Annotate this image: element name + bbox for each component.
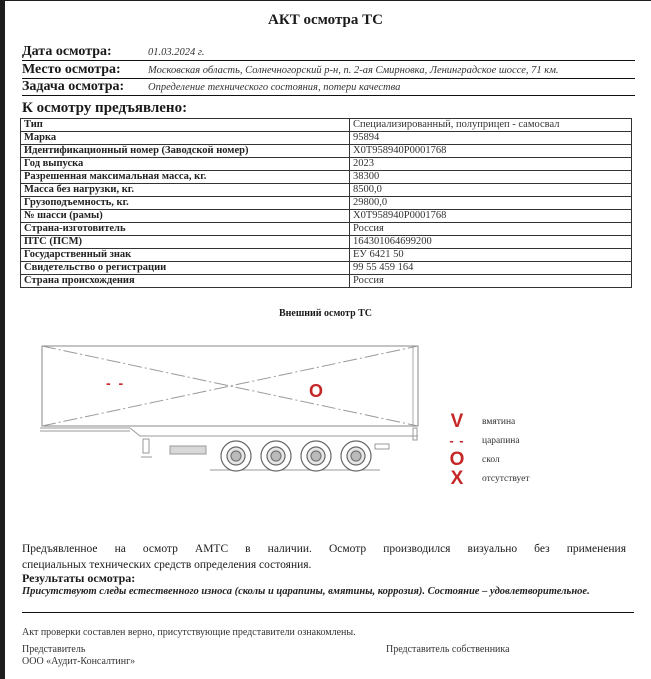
row-key: Год выпуска (21, 158, 350, 171)
representative-title: Представитель (22, 644, 86, 655)
wheel-icon (261, 441, 291, 471)
presented-heading: К осмотру предъявлено: (22, 100, 188, 116)
trailer-diagram (40, 340, 440, 480)
table-row (21, 249, 632, 262)
scratch-mark-icon: - - (106, 375, 126, 391)
meta-value: Определение технического состояния, потери качества (148, 82, 401, 93)
row-key: Страна-изготовитель (21, 223, 350, 236)
meta-label: Дата осмотра: (22, 44, 112, 59)
paragraph-line: специальных технических средств определения состояния. (22, 559, 312, 571)
paragraph-line: Предъявленное на осмотр АМТС в наличии. Осмотр производился визуально без применения (22, 543, 626, 555)
chip-mark-icon: O (309, 381, 324, 401)
document-title: АКТ осмотра ТС (268, 12, 383, 28)
meta-value: 01.03.2024 г. (148, 47, 205, 58)
table-row (21, 223, 632, 236)
wheel-icon (341, 441, 371, 471)
legend-label: скол (482, 454, 500, 465)
row-key: ПТС (ПСМ) (21, 236, 350, 249)
row-value: Специализированный, полуприцеп - самосвал (350, 119, 632, 132)
representative-org: ООО «Аудит-Консалтинг» (22, 656, 136, 667)
damage-legend (446, 412, 530, 488)
table-row (21, 275, 632, 288)
row-key: Тип (21, 119, 350, 132)
row-key: Грузоподъемность, кг. (21, 197, 350, 210)
row-value: 95894 (350, 132, 632, 145)
row-value: 164301064699200 (350, 236, 632, 249)
row-value: Россия (350, 223, 632, 236)
results-text: Присутствуют следы естественного износа (сколы и царапины, вмятины, коррозия). Состояние – удовлетворительное. (22, 586, 590, 597)
vehicle-info-table (20, 118, 632, 288)
chip-symbol-icon: O (449, 448, 465, 470)
external-inspection-heading: Внешний осмотр ТС (278, 308, 373, 319)
missing-symbol-icon: X (450, 467, 464, 489)
results-heading: Результаты осмотра: (22, 571, 136, 585)
divider (22, 612, 634, 613)
table-row (21, 132, 632, 145)
scratch-symbol-icon: - - (449, 433, 465, 448)
row-value: ЕУ 6421 50 (350, 249, 632, 262)
meta-label: Место осмотра: (22, 62, 121, 77)
meta-row-place (22, 62, 635, 79)
table-row (21, 210, 632, 223)
row-value: Россия (350, 275, 632, 288)
inspection-paragraph (22, 541, 626, 573)
legend-item-scratch (446, 431, 530, 450)
meta-row-task (22, 79, 635, 96)
row-value: 8500,0 (350, 184, 632, 197)
table-row (21, 184, 632, 197)
table-row (21, 262, 632, 275)
row-value: 99 55 459 164 (350, 262, 632, 275)
meta-row-date (22, 44, 635, 61)
representative-right: Представитель собственника (386, 644, 510, 655)
legend-item-missing (446, 469, 530, 488)
row-key: Страна происхождения (21, 275, 350, 288)
legend-label: вмятина (482, 416, 516, 427)
table-row (21, 119, 632, 132)
legend-label: отсутствует (482, 473, 530, 484)
row-value: 38300 (350, 171, 632, 184)
row-value: X0T958940P0001768 (350, 210, 632, 223)
row-key: Государственный знак (21, 249, 350, 262)
confirmation-text: Акт проверки составлен верно, присутствующие представители ознакомлены. (22, 627, 356, 638)
meta-label: Задача осмотра: (22, 79, 125, 94)
row-value: 2023 (350, 158, 632, 171)
table-row (21, 197, 632, 210)
wheel-icon (301, 441, 331, 471)
meta-value: Московская область, Солнечногорский р-н, п. 2-ая Смирновка, Ленинградское шоссе, 71 км. (148, 65, 559, 76)
wheel-icon (221, 441, 251, 471)
row-key: № шасси (рамы) (21, 210, 350, 223)
row-value: X0T958940P0001768 (350, 145, 632, 158)
table-row (21, 145, 632, 158)
row-key: Свидетельство о регистрации (21, 262, 350, 275)
legend-item-chip (446, 450, 530, 469)
legend-item-dent (446, 412, 530, 431)
table-row (21, 171, 632, 184)
row-key: Марка (21, 132, 350, 145)
row-key: Масса без нагрузки, кг. (21, 184, 350, 197)
table-row (21, 236, 632, 249)
legend-label: царапина (482, 435, 520, 446)
row-key: Идентификационный номер (Заводской номер) (21, 145, 350, 158)
table-row (21, 158, 632, 171)
representative-left (22, 644, 135, 668)
row-value: 29800,0 (350, 197, 632, 210)
dent-symbol-icon: V (450, 410, 464, 432)
wheels (221, 441, 371, 471)
row-key: Разрешенная максимальная масса, кг. (21, 171, 350, 184)
